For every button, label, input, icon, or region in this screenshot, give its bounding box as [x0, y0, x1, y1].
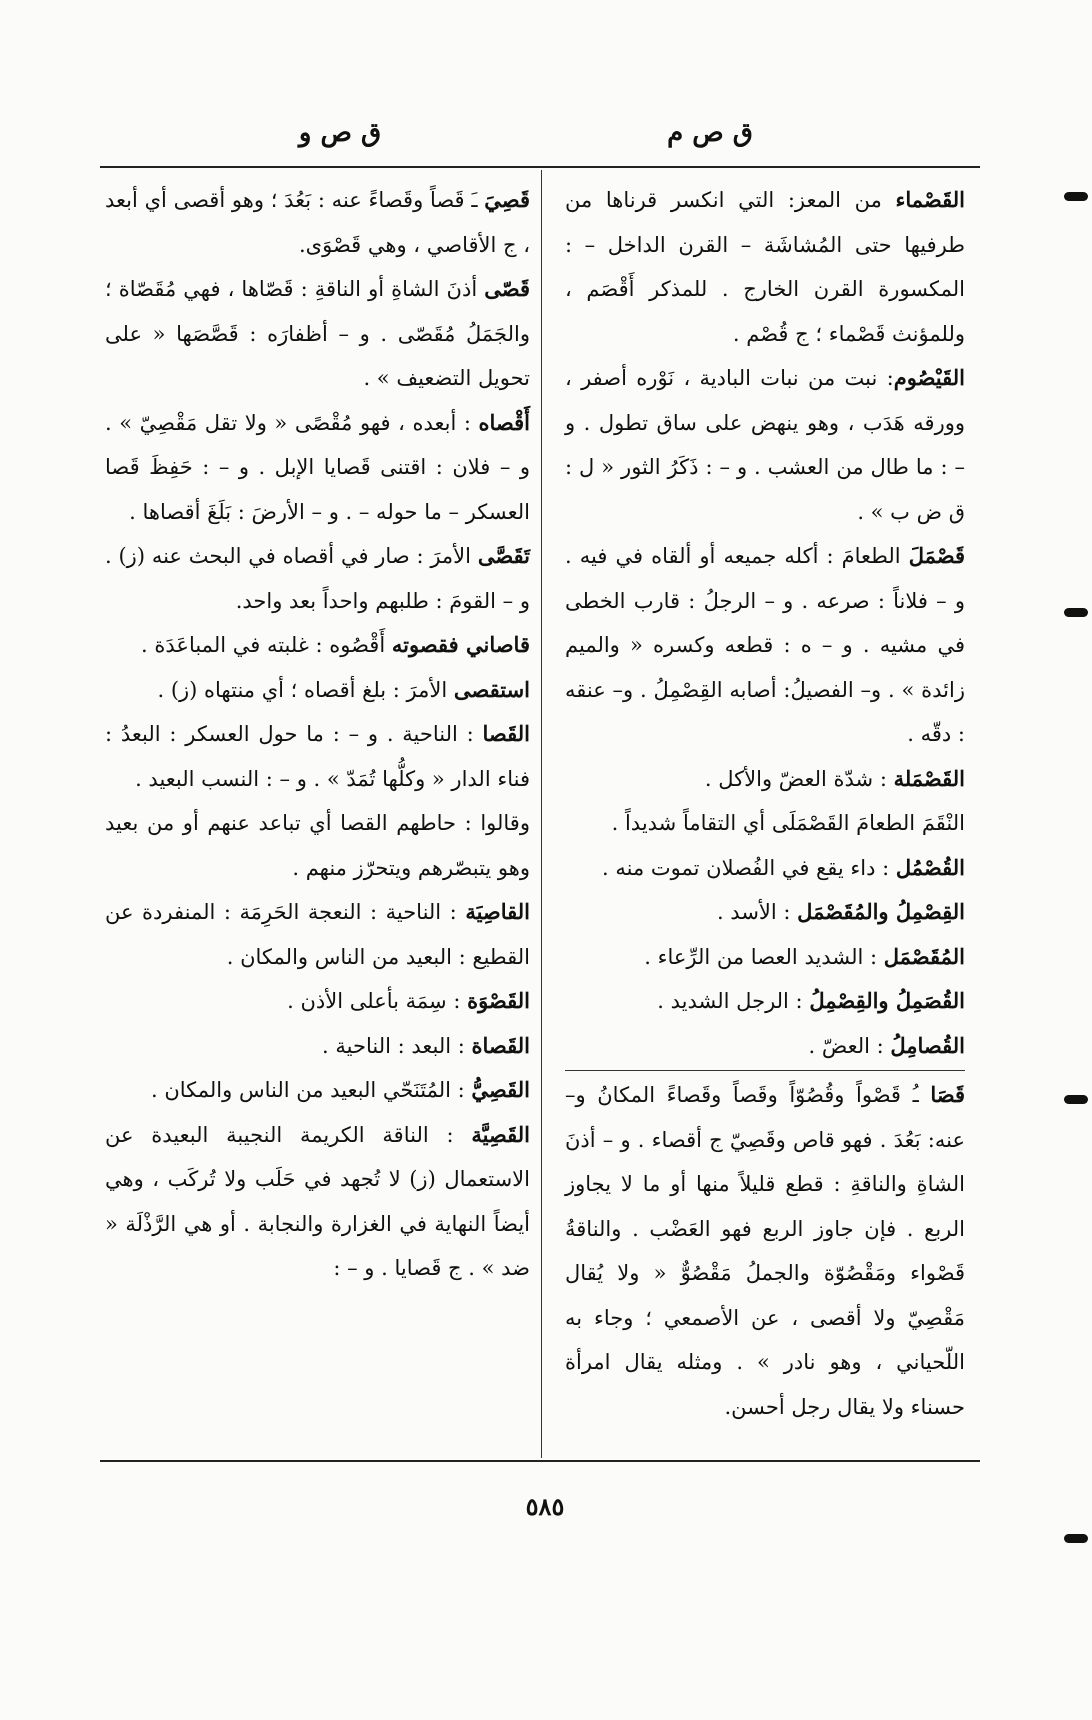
column-divider	[541, 170, 542, 1458]
entry-definition: النْقَمَ الطعامَ القَصْمَلَى أي التقاماً شديداً .	[611, 811, 965, 835]
page-number: ٥٨٥	[525, 1492, 565, 1521]
dictionary-entry	[105, 534, 530, 623]
dictionary-entry	[565, 890, 965, 935]
entry-definition: الأمرَ : بلغ أقصاه ؛ أي منتهاه (ز) .	[157, 677, 454, 702]
dictionary-entry	[105, 1024, 530, 1069]
dictionary-entry	[565, 1024, 965, 1069]
dictionary-entry	[565, 534, 965, 757]
entry-definition: : أبعده ، فهو مُقْصًى « ولا تقل مَقْصِيّ » . و – فلان : اقتنى قَصايا الإبل . و – : حَفِظَ قَصا العسكر – ما حوله – . و – الأرضَ : بَلَغَ أقصاها .	[105, 410, 530, 524]
entry-definition: : المُتَنَحّي البعيد من الناس والمكان .	[151, 1078, 472, 1102]
entry-definition: وقالوا : حاطهم القصا أي تباعد عنهم أو من بعيد وهو يتبصّرهم ويتحرّز منهم .	[105, 811, 530, 880]
dictionary-entry	[105, 623, 530, 668]
entry-headword: القَيْصُوم	[893, 365, 965, 390]
entry-headword: القَصْمَلة	[893, 765, 965, 791]
header-rule	[100, 166, 980, 168]
entry-definition: : شدّة العضّ والأكل .	[704, 766, 894, 791]
dictionary-entry	[565, 356, 965, 534]
entry-headword: تَقَصَّى	[477, 543, 530, 568]
right-column	[565, 178, 965, 1458]
entry-definition: الطعامَ : أكله جميعه أو ألقاه في فيه . و – فلاناً : صرعه . و – الرجلُ : قارب الخطى في مشيه . و – ه : قطعه وكسره « والميم زائدة » . و– الفصيلُ: أصابه القِصْمِلُ . و– عنقه : دقّه .	[565, 544, 965, 746]
dictionary-entry	[105, 712, 530, 801]
dictionary-entry	[105, 1113, 530, 1291]
entry-headword: المُقَصْمَل	[883, 943, 965, 969]
entry-headword: القُصَمِلُ والقِصْمِلُ	[809, 988, 965, 1013]
entry-definition: الأمرَ : صار في أقصاه في البحث عنه (ز) . و – القومَ : طلبهم واحداً بعد واحد.	[105, 544, 530, 613]
entry-headword: القاصِيَة	[465, 899, 530, 924]
entry-definition: : الرجل الشديد .	[657, 989, 810, 1013]
margin-mark	[1064, 1095, 1088, 1104]
entry-definition: ـَ قَصاً وقَصاءً عنه : بَعُدَ ؛ وهو أقصى أي أبعد ، ج الأقاصي ، وهي قَصْوَى.	[105, 188, 530, 257]
entry-headword: القَصْوَة	[467, 988, 530, 1013]
dictionary-entry	[565, 178, 965, 356]
dictionary-entry	[105, 890, 530, 979]
dictionary-entry	[565, 846, 965, 891]
entry-definition: : الناقة الكريمة النجيبة البعيدة عن الاستعمال (ز) لا تُجهد في حَلَب ولا تُركَب ، وهي أيضاً النهاية في الغزارة والنجابة . أو هي الرَّذْلَة « ضد » . ج قَصايا . و – :	[105, 1122, 530, 1280]
entry-headword: القَصِيُّ	[471, 1077, 530, 1102]
entry-headword: القِصْمِلُ والمُقَصْمَل	[797, 899, 965, 924]
dictionary-entry	[105, 267, 530, 401]
entry-headword: القَصِيَّة	[471, 1121, 530, 1147]
entry-headword: القُصامِلُ	[890, 1032, 965, 1058]
running-header-left: ق ص و	[298, 118, 382, 148]
entry-headword: قَصّى	[484, 276, 530, 301]
entry-headword: قَصَا	[930, 1082, 965, 1107]
margin-mark	[1064, 1534, 1088, 1543]
entry-definition: : الناحية . و – : ما حول العسكر : البعدُ : فناء الدار « وكلُّها تُمَدّ » . و – : النسب البعيد .	[105, 722, 530, 791]
dictionary-entry	[105, 401, 530, 535]
entry-headword: قَصِيَ	[484, 187, 530, 212]
entry-headword: أَقْصاه	[478, 409, 530, 435]
entry-definition: ـُ قَصْواً وقُصُوّاً وقَصاً وقَصاءً المكانُ و– عنه: بَعُدَ . فهو قاص وقَصِيّ ج أقصاء . و – أذنَ الشاةِ والناقةِ : قطع قليلاً منها أو ما لا يجاوز الربع . فإن جاوز الربع فهو العَضْب . والناقةُ قَصْواء ومَقْصُوّة والجملُ مَقْصُوٌّ « ولا يُقال مَقْصِيّ ولا أقصى ، عن الأصمعي ؛ وجاء به اللّحياني ، وهو نادر » . ومثله يقال امرأة حسناء ولا يقال رجل أحسن.	[565, 1083, 965, 1419]
entry-definition: : داء يقع في الفُصلان تموت منه .	[602, 855, 896, 880]
entry-definition: : سِمَة بأعلى الأذن .	[287, 989, 468, 1013]
entry-definition: : الناحية : النعجة الحَرِمَة : المنفردة عن القطيع : البعيد من الناس والمكان .	[105, 900, 530, 969]
entry-headword: القَصا	[482, 721, 530, 746]
dictionary-entry	[565, 801, 965, 846]
entry-definition: : العضّ .	[808, 1033, 891, 1058]
footer-rule	[100, 1460, 980, 1462]
entry-definition: : نبت من نبات البادية ، نَوْره أصفر ، وورقه هَدَب ، وهو ينهض على ساق تطول . و – : ما طال من العشب . و – : ذَكَرُ الثور « ل : ق ض ب » .	[565, 366, 965, 524]
dictionary-entry	[105, 668, 530, 713]
entry-headword: القَصْماء	[895, 187, 965, 212]
entry-headword: استقصى	[453, 676, 530, 702]
dictionary-entry	[105, 178, 530, 267]
entry-definition: أَقْصُوه : غلبته في المباعَدَة .	[141, 633, 392, 657]
dictionary-entry	[565, 1070, 965, 1429]
running-header-right: ق ص م	[667, 118, 753, 148]
dictionary-entry	[565, 757, 965, 802]
entry-definition: أذنَ الشاةِ أو الناقةِ : قَصّاها ، فهي مُقَصّاة ؛ والجَمَلُ مُقَصّى . و – أظفارَه : قَصَّصَها « على تحويل التضعيف » .	[105, 277, 530, 390]
entry-definition: : الشديد العصا من الرِّعاء .	[644, 944, 884, 969]
entry-headword: القُصْمُل	[895, 854, 965, 880]
entry-headword: قاصاني فقصوته	[391, 632, 530, 657]
entry-definition: : البعد : الناحية .	[322, 1033, 472, 1058]
margin-mark	[1064, 608, 1088, 617]
entry-headword: قَصْمَلَ	[908, 543, 965, 568]
dictionary-entry	[105, 1068, 530, 1113]
dictionary-entry	[565, 979, 965, 1024]
entry-definition: من المعز: التي انكسر قرناها من طرفيها حتى المُشاشَة – القرن الداخل – : المكسورة القرن الخارج . للمذكر أَقْصَم ، وللمؤنث قَصْماء ؛ ج قُصْم .	[565, 188, 965, 346]
dictionary-entry	[565, 935, 965, 980]
margin-mark	[1064, 192, 1088, 201]
left-column	[105, 178, 530, 1458]
dictionary-entry	[105, 801, 530, 890]
entry-headword: القَصاة	[471, 1032, 530, 1058]
dictionary-entry	[105, 979, 530, 1024]
entry-definition: : الأسد .	[716, 900, 798, 924]
